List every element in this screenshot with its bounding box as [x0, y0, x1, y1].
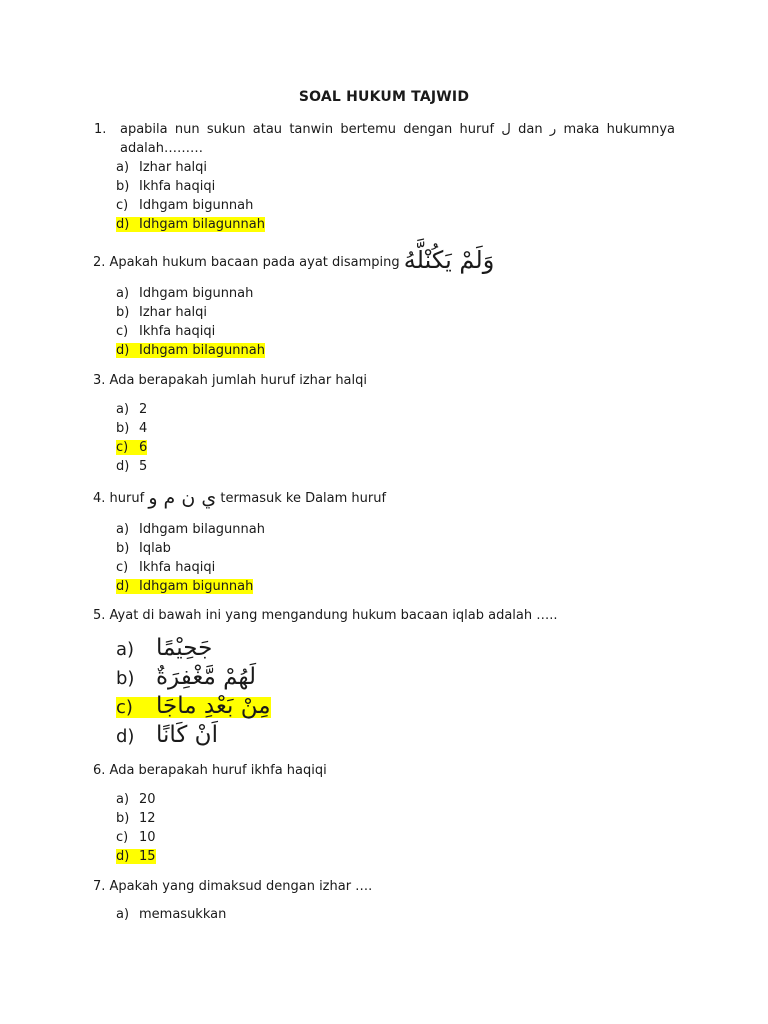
option-letter: c) — [116, 440, 129, 455]
option-c — [116, 322, 265, 341]
question-text-part: apabila nun sukun atau tanwin bertemu dengan huruf — [120, 122, 495, 137]
option-c — [116, 828, 156, 847]
option-c — [116, 558, 265, 577]
option-letter: c) — [116, 324, 129, 339]
option-a — [116, 905, 226, 924]
answer-options — [116, 634, 271, 750]
question-text: 5. Ayat di bawah ini yang mengandung hukum bacaan iqlab adalah ….. — [93, 608, 558, 623]
option-b — [116, 809, 156, 828]
option-arabic: مِنْ بَعْدِ ماجَا — [156, 693, 271, 719]
arabic-letters: ي ن م و — [148, 487, 217, 509]
option-letter: d) — [116, 849, 130, 864]
option-d-answer — [116, 577, 265, 596]
option-letter: b) — [116, 421, 130, 436]
option-text: 4 — [139, 421, 148, 436]
option-letter: b) — [116, 811, 130, 826]
option-text: Idhgam bilagunnah — [139, 217, 265, 232]
option-text: 5 — [139, 459, 148, 474]
option-text: Ikhfa haqiqi — [139, 179, 216, 194]
option-a — [116, 284, 265, 303]
option-c-answer — [116, 692, 271, 721]
option-d — [116, 457, 147, 476]
option-letter: a) — [116, 160, 130, 175]
option-d — [116, 721, 271, 750]
option-text: 2 — [139, 402, 148, 417]
question-text-part: 4. huruf — [93, 491, 145, 506]
option-arabic: جَحِيْمًا — [156, 635, 213, 661]
question-number: 1. — [94, 122, 107, 137]
option-text: Idhgam bilagunnah — [139, 343, 265, 358]
option-letter: a) — [116, 522, 130, 537]
question-2 — [93, 246, 495, 274]
option-arabic: اَنْ كَانًا — [156, 722, 218, 748]
option-text: Idhgam bigunnah — [139, 579, 254, 594]
answer-options — [116, 400, 147, 476]
question-text: 3. Ada berapakah jumlah huruf izhar halqi — [93, 373, 368, 388]
option-letter: b) — [116, 668, 135, 689]
option-a — [116, 634, 271, 663]
option-b — [116, 663, 271, 692]
question-text-part: termasuk ke Dalam huruf — [220, 491, 387, 506]
question-6 — [93, 761, 327, 780]
answer-options — [116, 790, 156, 866]
option-text: 10 — [139, 830, 156, 845]
option-c-answer — [116, 438, 147, 457]
question-text: 7. Apakah yang dimaksud dengan izhar …. — [93, 879, 373, 894]
page-title: SOAL HUKUM TAJWID — [298, 89, 470, 105]
arabic-verse: وَلَمْ يَكُنْلَّهُ — [403, 246, 495, 274]
option-text: Idhgam bilagunnah — [139, 522, 265, 537]
option-text: 20 — [139, 792, 156, 807]
question-7 — [93, 877, 372, 896]
option-text: Iqlab — [139, 541, 171, 556]
option-text: Idhgam bigunnah — [139, 198, 254, 213]
arabic-letter: ر — [549, 122, 557, 137]
option-letter: a) — [116, 907, 130, 922]
option-b — [116, 539, 265, 558]
option-letter: d) — [116, 726, 135, 747]
option-d-answer — [116, 341, 265, 360]
option-text: 6 — [139, 440, 148, 455]
option-letter: a) — [116, 286, 130, 301]
question-text-part: maka hukumnya adalah……… — [120, 122, 676, 156]
option-letter: c) — [116, 560, 129, 575]
option-letter: b) — [116, 305, 130, 320]
answer-options — [116, 905, 226, 924]
option-d-answer — [116, 847, 156, 866]
option-text: 15 — [139, 849, 156, 864]
option-letter: d) — [116, 343, 130, 358]
option-letter: d) — [116, 459, 130, 474]
option-text: Ikhfa haqiqi — [139, 560, 216, 575]
question-text-part: dan — [518, 122, 543, 137]
option-arabic: لَهُمْ مَّغْفِرَةٌ — [156, 664, 257, 690]
option-c — [116, 196, 265, 215]
option-text: Izhar halqi — [139, 160, 208, 175]
option-letter: b) — [116, 541, 130, 556]
option-a — [116, 520, 265, 539]
answer-options — [116, 158, 265, 234]
option-a — [116, 400, 147, 419]
question-text — [120, 120, 675, 158]
option-text: Izhar halqi — [139, 305, 208, 320]
option-letter: c) — [116, 198, 129, 213]
option-letter: c) — [116, 697, 133, 718]
option-letter: a) — [116, 402, 130, 417]
question-1 — [94, 120, 675, 158]
option-b — [116, 419, 147, 438]
question-text: 6. Ada berapakah huruf ikhfa haqiqi — [93, 763, 327, 778]
option-a — [116, 158, 265, 177]
option-letter: b) — [116, 179, 130, 194]
option-text: Idhgam bigunnah — [139, 286, 254, 301]
option-a — [116, 790, 156, 809]
answer-options — [116, 520, 265, 596]
question-3 — [93, 371, 367, 390]
option-text: memasukkan — [139, 907, 227, 922]
arabic-letter: ل — [501, 122, 511, 137]
question-4 — [93, 489, 386, 508]
question-5 — [93, 606, 558, 625]
option-text: 12 — [139, 811, 156, 826]
option-letter: d) — [116, 579, 130, 594]
option-letter: c) — [116, 830, 129, 845]
option-d-answer — [116, 215, 265, 234]
option-b — [116, 303, 265, 322]
option-letter: a) — [116, 639, 135, 660]
option-letter: a) — [116, 792, 130, 807]
option-text: Ikhfa haqiqi — [139, 324, 216, 339]
option-b — [116, 177, 265, 196]
option-letter: d) — [116, 217, 130, 232]
answer-options — [116, 284, 265, 360]
question-text: 2. Apakah hukum bacaan pada ayat disamping — [93, 255, 400, 270]
